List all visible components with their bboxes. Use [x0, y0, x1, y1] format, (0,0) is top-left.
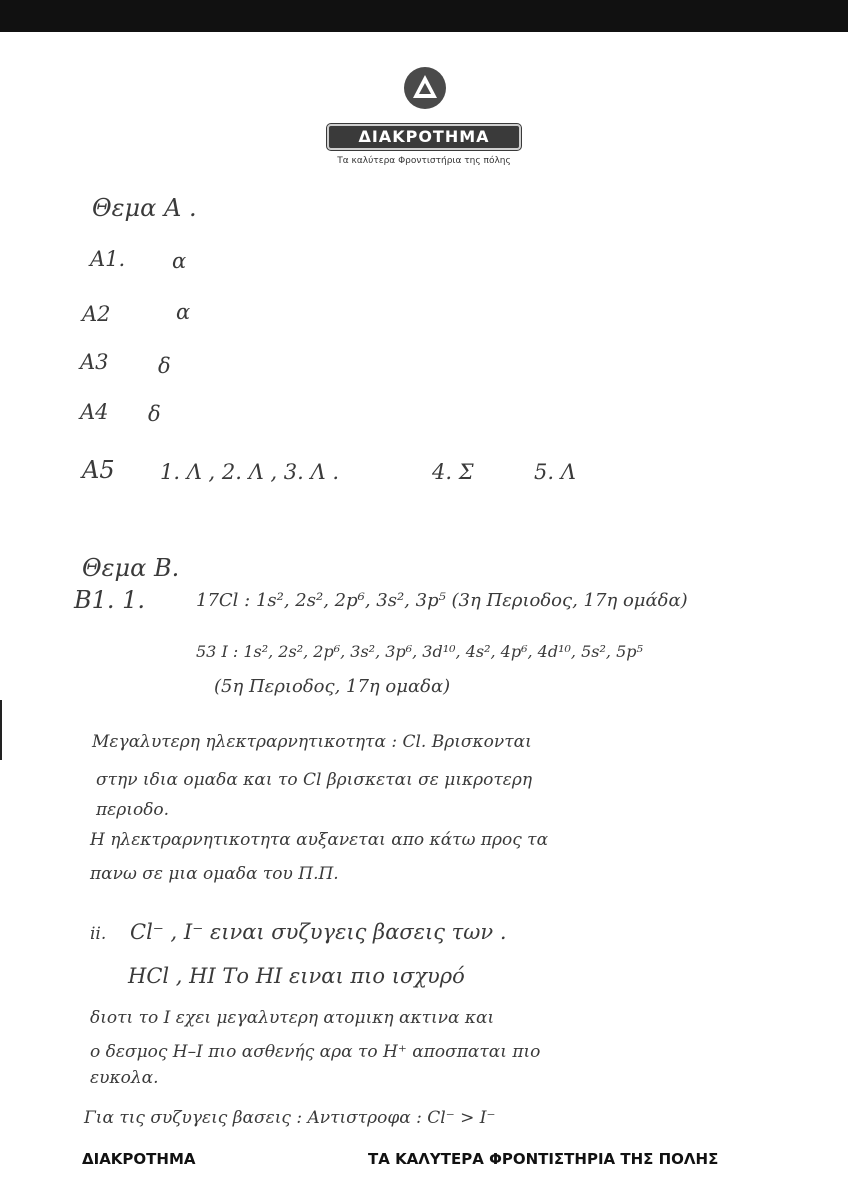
theme-b-heading: Θεμα Β. — [82, 554, 180, 582]
logo-wordmark: ΔΙΑΚΡΟΤΗΜΑ — [327, 124, 521, 150]
i-electron-config: 53 I : 1s², 2s², 2p⁶, 3s², 3p⁶, 3d¹⁰, 4s², 4p⁶, 4d¹⁰, 5s², 5p⁵ — [196, 642, 643, 661]
brand-logo — [324, 66, 524, 176]
paragraph-line: ο δεσμος H–I πιο ασθενής αρα το H⁺ αποσπαται πιο — [90, 1042, 541, 1062]
scan-top-bar — [0, 0, 848, 32]
paragraph-line: Η ηλεκτραρνητικοτητα αυξανεται απο κάτω προς τα — [90, 830, 549, 850]
ii-line: Cl⁻ , I⁻ ειναι συζυγεις βασεις των . — [130, 920, 507, 944]
paragraph-line: διοτι το I εχει μεγαλυτερη ατομικη ακτινα και — [90, 1008, 495, 1028]
answer-label: Α2 — [82, 302, 111, 326]
paragraph-line: στην ιδια ομαδα και το Cl βρισκεται σε μικροτερη — [96, 770, 533, 790]
i-period-group: (5η Περιοδος, 17η ομαδα) — [214, 676, 451, 697]
answer-label: Α4 — [80, 400, 109, 424]
delta-logo-icon — [403, 66, 447, 110]
logo-tagline: Τα καλύτερα Φροντιστήρια της πόλης — [337, 156, 511, 166]
answer-a5-items: 1. Λ , 2. Λ , 3. Λ . — [160, 460, 340, 484]
paragraph-line: ευκολα. — [90, 1068, 159, 1088]
paragraph-line: περιοδο. — [96, 800, 170, 820]
b1-label: Β1. 1. — [74, 586, 146, 614]
answer-a5-item5: 5. Λ — [534, 460, 576, 484]
answer-a5-item4: 4. Σ — [432, 460, 474, 484]
cl-electron-config: 17Cl : 1s², 2s², 2p⁶, 3s², 3p⁵ (3η Περιοδος, 17η ομάδα) — [196, 590, 688, 611]
answer-label: Α3 — [80, 350, 109, 374]
paragraph-line: Για τις συζυγεις βασεις : Αντιστροφα : Cl⁻ > I⁻ — [84, 1108, 496, 1128]
scan-edge-mark — [0, 700, 2, 760]
theme-a-heading: Θεμα Α . — [92, 194, 197, 222]
footer-brand: ΔΙΑΚΡΟΤΗΜΑ — [82, 1150, 196, 1168]
answer-value: δ — [158, 354, 171, 378]
answer-value: α — [172, 249, 187, 273]
answer-value: δ — [148, 402, 161, 426]
answer-label: Α1. — [90, 247, 126, 271]
answer-a5-label: Α5 — [82, 456, 115, 484]
footer-tagline: ΤΑ ΚΑΛΥΤΕΡΑ ΦΡΟΝΤΙΣΤΗΡΙΑ ΤΗΣ ΠΟΛΗΣ — [368, 1150, 719, 1168]
answer-value: α — [176, 300, 191, 324]
ii-label: ii. — [90, 924, 107, 944]
paragraph-line: HCl , HI Το HI ειναι πιο ισχυρό — [128, 964, 465, 988]
paragraph-line: πανω σε μια ομαδα του Π.Π. — [90, 864, 339, 884]
paragraph-line: Μεγαλυτερη ηλεκτραρνητικοτητα : Cl. Βρισκονται — [92, 732, 532, 752]
